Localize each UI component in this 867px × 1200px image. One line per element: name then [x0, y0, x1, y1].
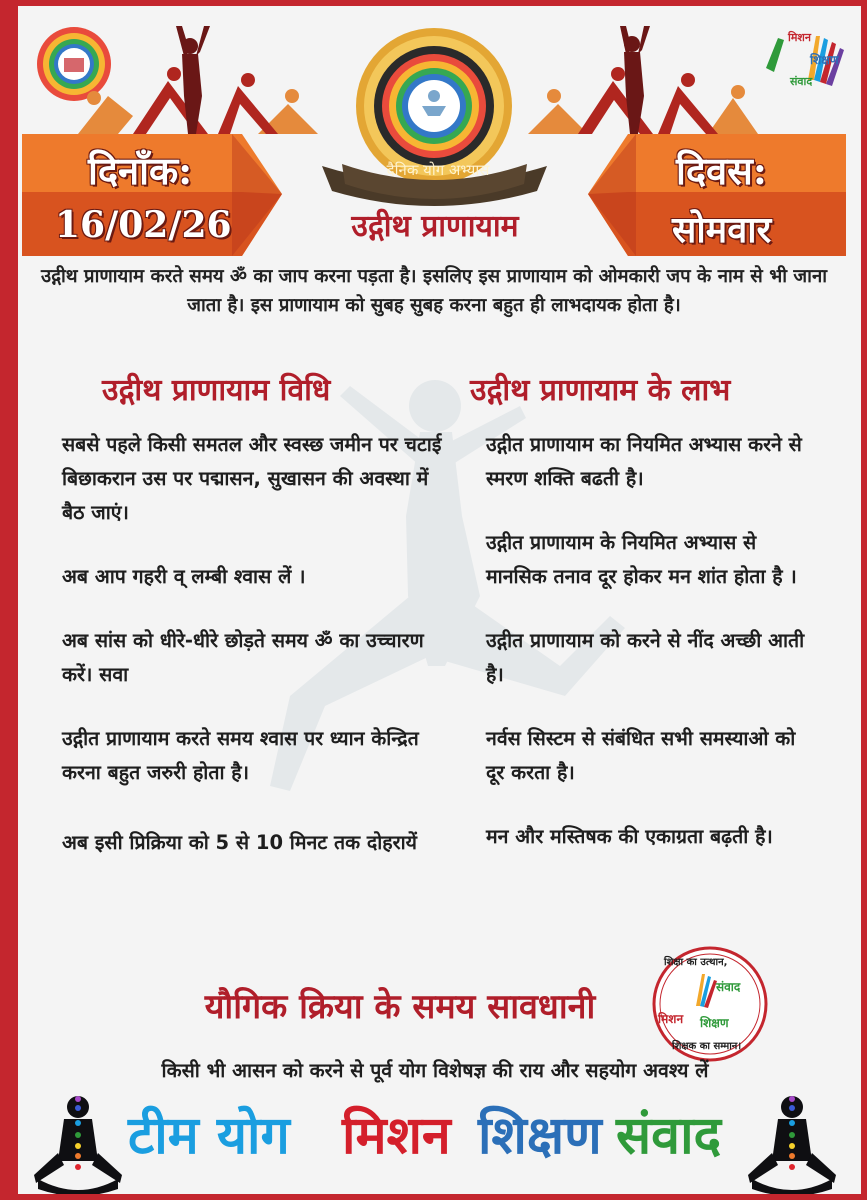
- benefit-item: उद्गीत प्राणायाम के नियमित अभ्यास से मानसिक तनाव दूर होकर मन शांत होता है ।: [486, 531, 797, 588]
- stamp-shiksha: शिक्षण: [700, 1016, 729, 1030]
- day-label: दिवस:: [676, 148, 767, 193]
- benefit-item: नर्वस सिस्टम से संबंधित सभी समस्याओ को दूर करता है।: [486, 727, 796, 784]
- method-step: अब आप गहरी व् लम्बी श्वास लें ।: [62, 565, 306, 588]
- benefit-item: उद्गीत प्राणायाम का नियमित अभ्यास करने से स्मरण शक्ति बढती है।: [486, 433, 802, 490]
- yoga-silhouettes-right: [528, 26, 758, 138]
- stamp-mission: मिशन: [658, 1012, 684, 1026]
- yoga-silhouettes-left: [78, 26, 323, 138]
- method-step: उद्गीत प्राणायाम करते समय श्वास पर ध्यान केन्द्रित करना बहुत जरुरी होता है।: [62, 727, 419, 784]
- footer-shiksha: शिक्षण: [478, 1105, 602, 1166]
- precaution-text: किसी भी आसन को करने से पूर्व योग विशेषज्ञ की राय और सहयोग अवश्य लें: [161, 1059, 709, 1082]
- precaution-heading: यौगिक क्रिया के समय सावधानी: [204, 987, 596, 1027]
- meditation-figure-right: [742, 1091, 842, 1200]
- ribbon-label: दैनिक योग अभ्यास: [386, 161, 490, 179]
- footer-samvad: संवाद: [616, 1105, 722, 1166]
- footer-mission: मिशन: [342, 1105, 451, 1166]
- daily-yoga-medallion: [312, 16, 557, 216]
- day-value: सोमवार: [672, 209, 772, 251]
- brand-samvad-text: संवाद: [790, 75, 813, 88]
- page-title: उद्गीथ प्राणायाम: [351, 209, 519, 244]
- method-step: सबसे पहले किसी समतल और स्वस्छ जमीन पर चटाई बिछाकरान उस पर पद्मासन, सुखासन की अवस्था में बैठ जाएं।: [62, 433, 442, 524]
- stamp-samvad: संवाद: [716, 980, 741, 994]
- brand-mission-text: मिशन: [788, 31, 812, 44]
- method-steps: [62, 428, 442, 860]
- benefits-heading: उद्गीथ प्राणायाम के लाभ: [470, 373, 731, 408]
- date-label: दिनाँक:: [88, 148, 193, 193]
- benefit-item: मन और मस्तिषक की एकाग्रता बढ़ती है।: [486, 825, 773, 848]
- stamp-bottom-text: शिक्षक का सम्मान।: [672, 1041, 742, 1052]
- method-step: अब सांस को धीरे-धीरे छोड़ते समय ॐ का उच्चारण करें। सवा: [62, 629, 424, 686]
- meditation-figure-left: [28, 1091, 128, 1200]
- benefit-item: उद्गीत प्राणायाम को करने से नींद अच्छी आती है।: [486, 629, 805, 686]
- footer-team-yog: टीम योग: [128, 1105, 290, 1166]
- mission-stamp: [650, 944, 770, 1064]
- benefit-list: [486, 428, 806, 854]
- brand-shiksha-text: शिक्षण: [810, 53, 839, 67]
- date-value: 16/02/26: [55, 204, 232, 246]
- method-heading: उद्गीथ प्राणायाम विधि: [102, 373, 331, 408]
- intro-paragraph: उद्गीथ प्राणायाम करते समय ॐ का जाप करना पड़ता है। इसलिए इस प्राणायाम को ओमकारी जप के नाम से भी जाना जाता है। इस प्राणायाम को सुबह सुबह करना बहुत ही लाभदायक होता है।: [40, 266, 828, 316]
- stamp-top-text: शिक्षा का उत्थान,: [664, 957, 728, 968]
- method-step: अब इसी प्रिक्रिया को 5 से 10 मिनट तक दोहरायें: [62, 831, 417, 854]
